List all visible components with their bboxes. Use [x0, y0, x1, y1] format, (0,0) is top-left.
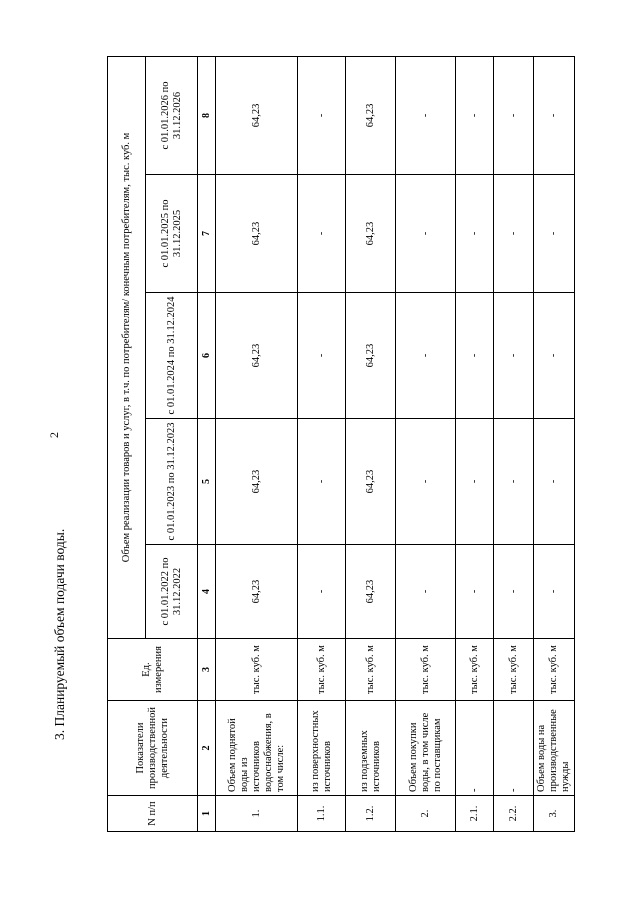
- row-value: -: [456, 56, 494, 174]
- row-value: 64,23: [216, 419, 298, 545]
- row-value: -: [534, 293, 575, 419]
- row-name: Объем покупки воды, в том числе по поставщикам: [396, 701, 456, 796]
- row-value: 64,23: [216, 293, 298, 419]
- column-number: 2: [198, 701, 216, 796]
- table-row: [216, 56, 298, 831]
- row-unit: тыс. куб. м: [396, 639, 456, 701]
- row-value: -: [298, 293, 346, 419]
- table-row: [456, 56, 494, 831]
- water-supply-table: [107, 56, 575, 832]
- row-name: Объем поднятой воды из источников водоснабжения, в том числе:: [216, 701, 298, 796]
- row-name: -: [456, 701, 494, 796]
- header-period-2025: с 01.01.2025 по 31.12.2025: [146, 175, 198, 293]
- header-period-2024: с 01.01.2024 по 31.12.2024: [146, 293, 198, 419]
- row-value: 64,23: [346, 293, 396, 419]
- row-value: -: [456, 419, 494, 545]
- row-value: -: [456, 545, 494, 639]
- row-value: 64,23: [346, 56, 396, 174]
- header-period-2026: с 01.01.2026 по 31.12.2026: [146, 56, 198, 174]
- header-group: Объем реализации товаров и услуг, в т.ч. по потребителям/ конечным потребителям, тыс. куб. м: [108, 56, 146, 638]
- row-value: -: [396, 175, 456, 293]
- row-num: 1.1.: [298, 796, 346, 832]
- column-number: 8: [198, 56, 216, 174]
- row-unit: тыс. куб. м: [456, 639, 494, 701]
- row-value: -: [494, 293, 534, 419]
- header-period-2023: с 01.01.2023 по 31.12.2023: [146, 419, 198, 545]
- row-num: 3.: [534, 796, 575, 832]
- table-row: [396, 56, 456, 831]
- table-row: [298, 56, 346, 831]
- column-number: 6: [198, 293, 216, 419]
- column-number-row: [198, 56, 216, 831]
- row-value: -: [396, 56, 456, 174]
- row-unit: тыс. куб. м: [494, 639, 534, 701]
- row-num: 1.: [216, 796, 298, 832]
- row-name: из поверхностных источников: [298, 701, 346, 796]
- row-unit: тыс. куб. м: [216, 639, 298, 701]
- column-number: 7: [198, 175, 216, 293]
- row-value: -: [534, 545, 575, 639]
- row-value: -: [456, 293, 494, 419]
- column-number: 5: [198, 419, 216, 545]
- row-value: -: [396, 419, 456, 545]
- row-num: 2.1.: [456, 796, 494, 832]
- section-title: 3. Планируемый объем подачи воды.: [52, 528, 67, 740]
- row-value: -: [534, 56, 575, 174]
- row-value: 64,23: [346, 175, 396, 293]
- table-row: [534, 56, 575, 831]
- header-indicator: Показатели производственной деятельности: [108, 701, 198, 796]
- row-num: 1.2.: [346, 796, 396, 832]
- row-value: -: [534, 175, 575, 293]
- row-unit: тыс. куб. м: [534, 639, 575, 701]
- row-name: Объем воды на производственные нужды: [534, 701, 575, 796]
- row-value: 64,23: [216, 56, 298, 174]
- column-number: 4: [198, 545, 216, 639]
- row-value: -: [494, 56, 534, 174]
- row-value: -: [396, 293, 456, 419]
- row-value: 64,23: [346, 419, 396, 545]
- table-row: [494, 56, 534, 831]
- row-value: 64,23: [216, 545, 298, 639]
- table-row: [346, 56, 396, 831]
- row-value: 64,23: [346, 545, 396, 639]
- row-value: -: [396, 545, 456, 639]
- column-number: 1: [198, 796, 216, 832]
- header-unit: Ед. измерения: [108, 639, 198, 701]
- row-value: -: [494, 175, 534, 293]
- row-unit: тыс. куб. м: [346, 639, 396, 701]
- row-value: -: [494, 419, 534, 545]
- row-unit: тыс. куб. м: [298, 639, 346, 701]
- row-value: -: [298, 175, 346, 293]
- row-value: -: [298, 545, 346, 639]
- row-value: 64,23: [216, 175, 298, 293]
- row-value: -: [456, 175, 494, 293]
- page-number: 2: [46, 432, 61, 438]
- header-period-2022: с 01.01.2022 по 31.12.2022: [146, 545, 198, 639]
- row-value: -: [494, 545, 534, 639]
- row-value: -: [298, 56, 346, 174]
- row-value: -: [534, 419, 575, 545]
- header-num: N п/п: [108, 796, 198, 832]
- row-name: -: [494, 701, 534, 796]
- column-number: 3: [198, 639, 216, 701]
- water-supply-table-container: [107, 57, 571, 832]
- row-num: 2.: [396, 796, 456, 832]
- row-name: из подземных источников: [346, 701, 396, 796]
- row-value: -: [298, 419, 346, 545]
- row-num: 2.2.: [494, 796, 534, 832]
